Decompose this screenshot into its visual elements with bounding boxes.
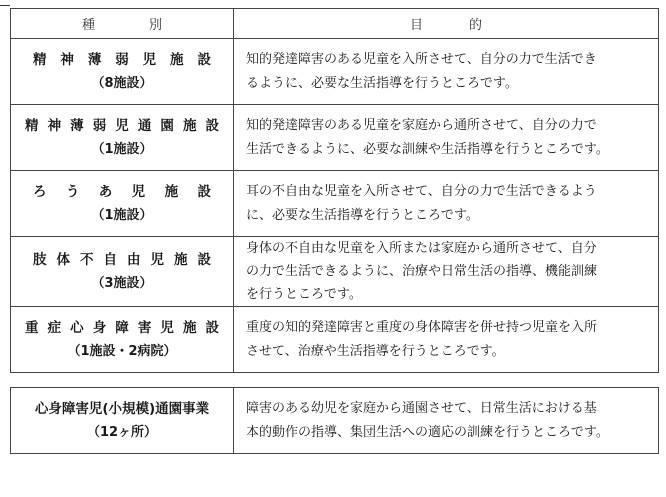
purpose-line: るように、必要な生活指導を行うところです。 bbox=[246, 75, 518, 91]
facility-name-char: 神 bbox=[47, 117, 62, 134]
facility-name-char: 自 bbox=[103, 251, 117, 268]
facility-table bbox=[10, 8, 659, 454]
facility-name-char: 児 bbox=[150, 251, 164, 268]
facility-type-cell bbox=[11, 171, 234, 237]
facility-name-char: 設 bbox=[197, 51, 211, 68]
facility-name-char: 精 bbox=[33, 51, 47, 68]
facility-name bbox=[25, 115, 219, 138]
facility-count: （3施設） bbox=[91, 275, 153, 291]
facility-type-cell bbox=[11, 237, 234, 307]
facility-name: 心身障害児(小規模)通園事業 bbox=[34, 400, 210, 417]
facility-name-char: 薄 bbox=[87, 51, 102, 68]
facility-type-cell bbox=[11, 39, 234, 105]
facility-name-char: 神 bbox=[60, 51, 74, 68]
facility-name-char: 通 bbox=[137, 117, 152, 134]
header-type-char: 種 bbox=[82, 18, 96, 33]
purpose-line: 障害のある幼児を家庭から通園させて、日常生活における基 bbox=[246, 400, 597, 416]
facility-name-char: 施 bbox=[170, 51, 184, 68]
corner-mark bbox=[0, 0, 10, 6]
header-type-char: 別 bbox=[148, 18, 162, 33]
facility-count: （1施設・2病院） bbox=[67, 343, 177, 359]
purpose-line: 耳の不自由な児童を入所させて、自分の力で生活できるよう bbox=[246, 183, 597, 199]
facility-name bbox=[25, 317, 219, 340]
facility-name bbox=[33, 249, 211, 272]
purpose-line: 重度の知的発達障害と重度の身体障害を併せ持つ児童を入所 bbox=[246, 319, 598, 335]
facility-name-char: 園 bbox=[160, 117, 174, 134]
gap-cell bbox=[11, 373, 659, 388]
facility-name-char: 重 bbox=[25, 319, 39, 336]
facility-name bbox=[33, 49, 211, 72]
facility-name-char: ろ bbox=[33, 183, 47, 200]
facility-name-char: あ bbox=[98, 183, 113, 200]
purpose-line: 本的動作の指導、集団生活への適応の訓練を行うところです。 bbox=[246, 424, 609, 440]
purpose-line: を行うところです。 bbox=[246, 287, 362, 302]
facility-name-char: 肢 bbox=[33, 251, 47, 268]
header-purpose-char: 目 bbox=[410, 18, 424, 33]
facility-count: （12ヶ所） bbox=[86, 424, 158, 440]
facility-purpose bbox=[234, 105, 659, 171]
facility-name-char: 由 bbox=[127, 251, 141, 268]
facility-name-char: 体 bbox=[56, 251, 70, 268]
purpose-line: 生活できるように、必要な訓練や生活指導を行うところです。 bbox=[246, 141, 609, 157]
header-type bbox=[11, 9, 234, 39]
facility-purpose bbox=[234, 388, 659, 454]
table-row bbox=[11, 105, 659, 171]
facility-name-char: 精 bbox=[25, 117, 39, 134]
facility-purpose bbox=[234, 171, 659, 237]
facility-name-char: 症 bbox=[47, 319, 62, 336]
facility-name-char: 障 bbox=[115, 319, 129, 336]
facility-name-char: 施 bbox=[164, 183, 179, 200]
purpose-line: 身体の不自由な児童を入所または家庭から通所させて、自分 bbox=[246, 241, 597, 256]
table-row bbox=[11, 237, 659, 307]
facility-name-char: 施 bbox=[182, 319, 197, 336]
header-purpose-char: 的 bbox=[468, 18, 482, 33]
facility-name-char: 児 bbox=[160, 319, 174, 336]
facility-purpose bbox=[234, 39, 659, 105]
facility-name-char: 不 bbox=[80, 251, 94, 268]
facility-name-char: 設 bbox=[197, 183, 211, 200]
purpose-line: 知的発達障害のある児童を家庭から通所させて、自分の力で bbox=[246, 117, 597, 133]
facility-type-cell bbox=[11, 105, 234, 171]
facility-name-char: う bbox=[65, 183, 80, 200]
facility-name-char: 害 bbox=[137, 319, 152, 336]
table-gap bbox=[11, 373, 659, 388]
table-row bbox=[11, 307, 659, 373]
facility-purpose bbox=[234, 307, 659, 373]
facility-type-cell bbox=[11, 388, 234, 454]
facility-name-char: 設 bbox=[205, 319, 219, 336]
facility-name-char: 設 bbox=[205, 117, 219, 134]
facility-name-char: 施 bbox=[182, 117, 197, 134]
facility-count: （1施設） bbox=[91, 207, 153, 223]
purpose-line: の力で生活できるように、治療や日常生活の指導、機能訓練 bbox=[246, 264, 598, 279]
purpose-line: 知的発達障害のある児童を入所させて、自分の力で生活でき bbox=[246, 51, 597, 67]
header-purpose bbox=[234, 9, 659, 39]
facility-count: （8施設） bbox=[91, 75, 153, 91]
facility-name-char: 児 bbox=[131, 183, 146, 200]
facility-name-char: 児 bbox=[142, 51, 157, 68]
facility-name-char: 弱 bbox=[92, 117, 107, 134]
purpose-line: させて、治療や生活指導を行うところです。 bbox=[246, 343, 505, 359]
facility-name-char: 設 bbox=[197, 251, 211, 268]
table-header-row bbox=[11, 9, 659, 39]
facility-name bbox=[33, 181, 211, 204]
facility-type-cell bbox=[11, 307, 234, 373]
purpose-line: に、必要な生活指導を行うところです。 bbox=[246, 207, 479, 223]
facility-name-char: 施 bbox=[174, 251, 188, 268]
facility-count: （1施設） bbox=[91, 141, 153, 157]
table-row bbox=[11, 39, 659, 105]
table-row bbox=[11, 388, 659, 454]
facility-name-char: 薄 bbox=[70, 117, 84, 134]
facility-name-char: 身 bbox=[92, 319, 107, 336]
table-row bbox=[11, 171, 659, 237]
facility-name-char: 児 bbox=[115, 117, 129, 134]
facility-name-char: 弱 bbox=[115, 51, 129, 68]
facility-purpose bbox=[234, 237, 659, 307]
facility-name-char: 心 bbox=[70, 319, 84, 336]
